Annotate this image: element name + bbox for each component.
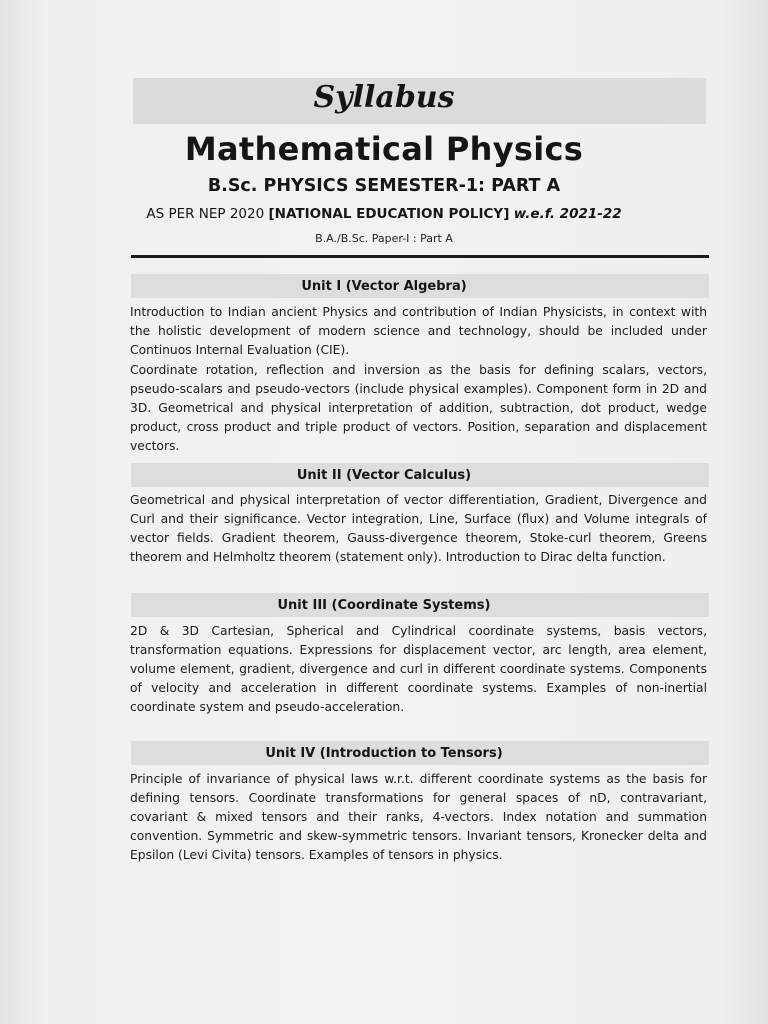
nep-policy: [NATIONAL EDUCATION POLICY]: [268, 206, 510, 222]
unit-1-paragraph-2: Coordinate rotation, reflection and inversion as the basis for defining scalars, vectors, pseudo-scalars and pseudo-vectors (include physical examples). Component form in 2D and 3D. Geometrical and physical interpretation of addition, subtraction, dot product, wedge product, cross product and triple product of vectors. Position, separation and displacement vectors.: [130, 363, 707, 453]
page-title: Mathematical Physics: [184, 130, 584, 168]
header-divider: [131, 255, 709, 258]
nep-wef: w.e.f. 2021-22: [513, 206, 622, 222]
unit-2-title: Unit II (Vector Calculus): [296, 468, 472, 483]
syllabus-label: Syllabus: [313, 80, 455, 115]
unit-4-title: Unit IV (Introduction to Tensors): [265, 746, 503, 761]
course-subtitle: B.Sc. PHYSICS SEMESTER-1: PART A: [207, 176, 561, 196]
paper-label: B.A./B.Sc. Paper-I : Part A: [315, 232, 453, 245]
unit-1-title: Unit I (Vector Algebra): [301, 279, 467, 294]
unit-3-paragraph-1: 2D & 3D Cartesian, Spherical and Cylindrical coordinate systems, basis vectors, transformation equations. Expressions for displacement vector, arc length, area element, volume element, gradient, divergence and curl in different coordinate systems. Components of velocity and acceleration in different coordinate systems. Examples of non-inertial coordinate system and pseudo-acceleration.: [130, 624, 707, 714]
unit-3-title: Unit III (Coordinate Systems): [277, 598, 491, 613]
unit-1-paragraph-1: Introduction to Indian ancient Physics and contribution of Indian Physicists, in context with the holistic development of modern science and technology, should be included under Continuos Internal Evaluation (CIE).: [130, 305, 707, 357]
nep-prefix: AS PER NEP 2020: [146, 206, 265, 222]
nep-line: [0, 206, 768, 222]
unit-4-paragraph-1: Principle of invariance of physical laws w.r.t. different coordinate systems as the basis for defining tensors. Coordinate transformations for general spaces of nD, contravariant, covariant & mixed tensors and their ranks, 4-vectors. Index notation and summation convention. Symmetric and skew-symmetric tensors. Invariant tensors, Kronecker delta and Epsilon (Levi Civita) tensors. Examples of tensors in physics.: [130, 772, 707, 862]
unit-2-paragraph-1: Geometrical and physical interpretation of vector differentiation, Gradient, Divergence and Curl and their significance. Vector integration, Line, Surface (flux) and Volume integrals of vector fields. Gradient theorem, Gauss-divergence theorem, Stoke-curl theorem, Greens theorem and Helmholtz theorem (statement only). Introduction to Dirac delta function.: [130, 493, 707, 564]
